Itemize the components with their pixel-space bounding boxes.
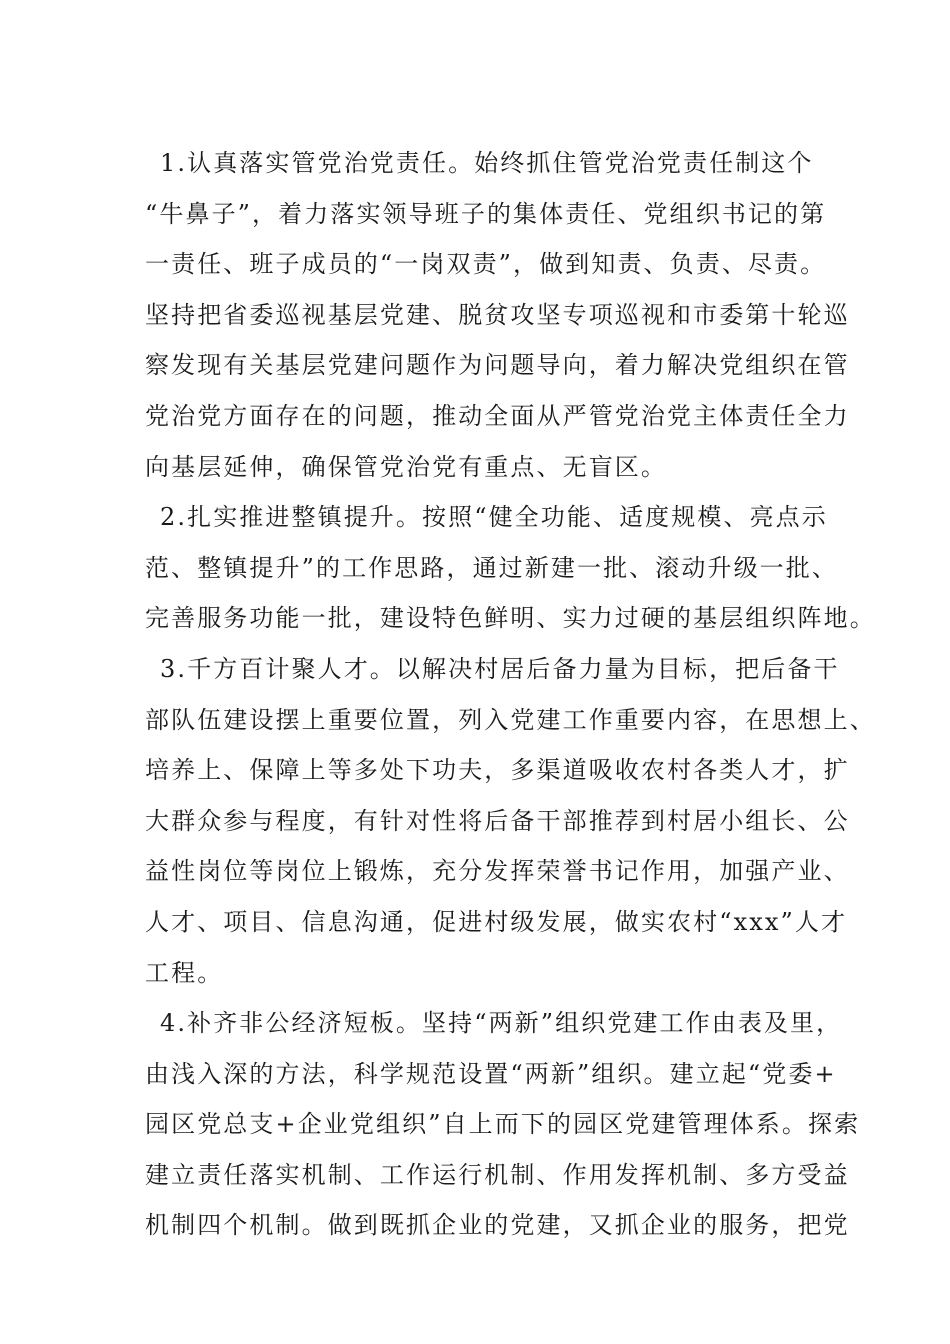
- paragraph-line: 大群众参与程度，有针对性将后备干部推荐到村居小组长、公: [145, 806, 850, 835]
- paragraph-line: 2.扎实推进整镇提升。按照“健全功能、适度规模、亮点示: [160, 503, 828, 532]
- paragraph-line: 4.补齐非公经济短板。坚持“两新”组织党建工作由表及里，: [160, 1009, 843, 1038]
- paragraph-line: 培养上、保障上等多处下功夫，多渠道吸收农村各类人才，扩: [145, 756, 850, 785]
- paragraph-line: 完善服务功能一批，建设特色鲜明、实力过硬的基层组织阵地。: [145, 604, 876, 633]
- paragraph-talent: [145, 644, 876, 998]
- paragraph-town-upgrade: [145, 492, 876, 644]
- paragraph-line: 建立责任落实机制、工作运行机制、作用发挥机制、多方受益: [145, 1160, 850, 1189]
- paragraph-line: 党治党方面存在的问题，推动全面从严管党治党主体责任全力: [145, 401, 850, 430]
- body-text: [145, 138, 876, 1251]
- paragraph-line: 益性岗位等岗位上锻炼，充分发挥荣誉书记作用，加强产业、: [145, 857, 850, 886]
- paragraph-line: 工程。: [145, 958, 224, 987]
- paragraph-line: 机制四个机制。做到既抓企业的党建，又抓企业的服务，把党: [145, 1211, 850, 1240]
- paragraph-line: 范、整镇提升”的工作思路，通过新建一批、滚动升级一批、: [145, 553, 838, 582]
- paragraph-line: 一责任、班子成员的“一岗双责”，做到知责、负责、尽责。: [145, 250, 827, 279]
- paragraph-line: 由浅入深的方法，科学规范设置“两新”组织。建立起“党委+: [145, 1059, 837, 1088]
- paragraph-line: 人才、项目、信息沟通，促进村级发展，做实农村“xxx”人才: [145, 907, 848, 936]
- paragraph-line: “牛鼻子”，着力落实领导班子的集体责任、党组织书记的第: [145, 199, 827, 228]
- paragraph-responsibility: [145, 138, 850, 492]
- paragraph-line: 园区党总支+企业党组织”自上而下的园区党建管理体系。探索: [145, 1110, 861, 1139]
- paragraph-line: 坚持把省委巡视基层党建、脱贫攻坚专项巡视和市委第十轮巡: [145, 300, 850, 329]
- paragraph-non-public-economy: [145, 998, 861, 1251]
- paragraph-line: 1.认真落实管党治党责任。始终抓住管党治党责任制这个: [160, 149, 814, 177]
- paragraph-line: 3.千方百计聚人才。以解决村居后备力量为目标，把后备干: [160, 654, 840, 683]
- paragraph-line: 察发现有关基层党建问题作为问题导向，着力解决党组织在管: [145, 351, 850, 380]
- paragraph-line: 向基层延伸，确保管党治党有重点、无盲区。: [145, 452, 667, 481]
- paragraph-line: 部队伍建设摆上重要位置，列入党建工作重要内容，在思想上、: [145, 705, 876, 734]
